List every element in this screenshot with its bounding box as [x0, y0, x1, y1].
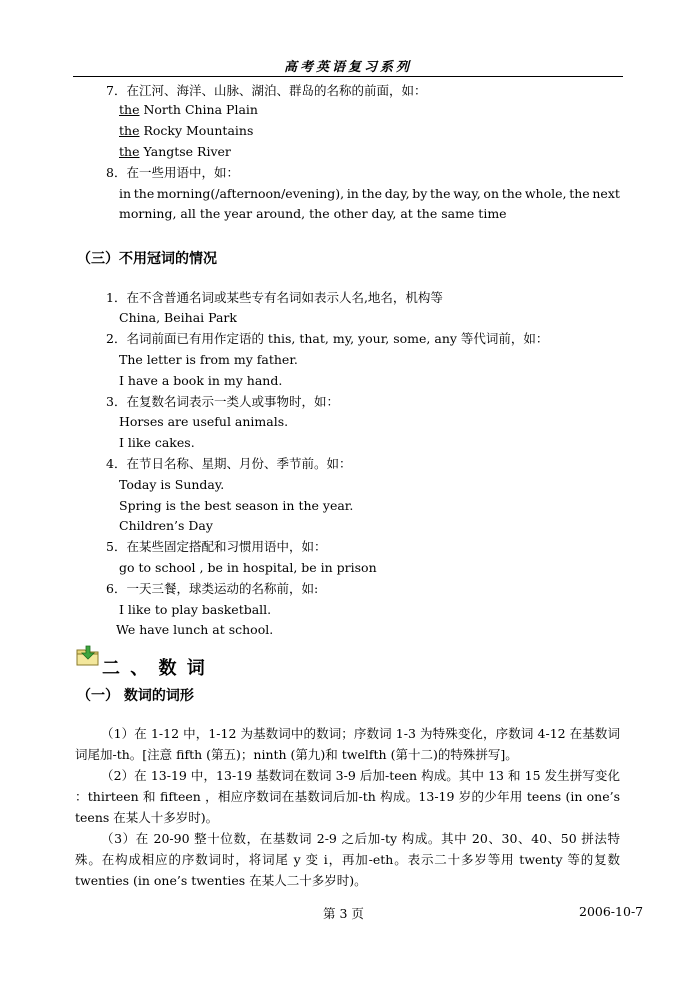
section-title-numerals: 二 、 数 词 — [102, 658, 207, 679]
example-6b: We have lunch at school. — [116, 622, 274, 637]
example-3b: I like cakes. — [119, 435, 195, 450]
example-text: Rocky Mountains — [139, 123, 254, 138]
phrase-word: the — [133, 186, 155, 201]
phrase-word: the — [430, 186, 451, 201]
example-7-1 — [119, 102, 258, 118]
phrase-word: by — [412, 186, 428, 201]
item-1: 1．在不含普通名词或某些专有名词如表示人名,地名，机构等 — [106, 290, 443, 305]
article-the: the — [119, 102, 140, 117]
footer-date: 2006-10-7 — [579, 904, 644, 919]
phrase-word: way, — [453, 186, 481, 201]
phrase-word: next — [592, 186, 620, 201]
phrase-word: day, — [384, 186, 410, 201]
phrase-word: morning(/afternoon/evening), — [156, 186, 345, 201]
phrases-8-line-1 — [119, 186, 620, 202]
section-title-no-article: （三）不用冠词的情况 — [77, 251, 217, 267]
header-title: 高考英语复习系列 — [283, 60, 412, 75]
item-5: 5．在某些固定搭配和习惯用语中，如： — [106, 539, 327, 554]
item-8: 8．在一些用语中，如： — [106, 165, 239, 180]
paragraph-2: （2）在 13-19 中，13-19 基数词在数词 3-9 后加-teen 构成。其中 13 和 15 发生拼写变化 ：thirteen 和 fifteen ，相应序数词在基数词后加-th 构成。13-19 岁的少年用 teens (in one’s teens 在某人十多岁时)。 — [75, 768, 620, 825]
phrase-word: in — [346, 186, 359, 201]
article-the: the — [119, 144, 140, 159]
example-1: China, Beihai Park — [119, 310, 237, 325]
item-6: 6．一天三餐，球类运动的名称前，如: — [106, 581, 319, 596]
paragraph-3: （3）在 20-90 整十位数，在基数词 2-9 之后加-ty 构成。其中 20、30、40、50 拼法特殊。在构成相应的序数词时，将词尾 y 变 i，再加-eth。表示二十多岁等用 twenty 等的复数 twenties (in one’s twenties 在某人二十多岁时)。 — [75, 831, 620, 888]
folder-icon — [76, 645, 100, 667]
phrase-word: on — [483, 186, 499, 201]
subsection-title-word-forms: （一） 数词的词形 — [77, 688, 194, 704]
phrase-word: whole, — [524, 186, 567, 201]
phrase-word: in — [119, 186, 132, 201]
example-4a: Today is Sunday. — [119, 477, 225, 492]
example-4c: Children’s Day — [119, 518, 213, 533]
page-number: 第 3 页 — [323, 906, 364, 921]
example-2b: I have a book in my hand. — [119, 373, 283, 388]
example-4b: Spring is the best season in the year. — [119, 498, 354, 513]
phrase-word: the — [569, 186, 590, 201]
item-3: 3．在复数名词表示一类人或事物时，如： — [106, 394, 339, 409]
paragraph-1: （1）在 1-12 中，1-12 为基数词中的数词；序数词 1-3 为特殊变化，序数词 4-12 在基数词词尾加-th。[注意 fifth (第五)；ninth (第九)和 twelfth (第十二)的特殊拼写]。 — [75, 726, 620, 762]
example-7-3 — [119, 144, 231, 160]
phrase-word: the — [361, 186, 383, 201]
example-3a: Horses are useful animals. — [119, 414, 289, 429]
example-6a: I like to play basketball. — [119, 602, 272, 617]
item-2: 2．名词前面已有用作定语的 this, that, my, your, some, any 等代词前，如： — [106, 331, 549, 346]
item-7: 7．在江河、海洋、山脉、湖泊、群岛的名称的前面，如： — [106, 83, 427, 98]
phrases-8-line-2: morning, all the year around, the other day, at the same time — [119, 206, 507, 221]
example-2a: The letter is from my father. — [119, 352, 298, 367]
article-the: the — [119, 123, 140, 138]
example-5: go to school , be in hospital, be in prison — [119, 560, 377, 575]
example-text: North China Plain — [139, 102, 258, 117]
header-rule — [73, 76, 623, 77]
example-text: Yangtse River — [139, 144, 231, 159]
item-4: 4．在节日名称、星期、月份、季节前。如： — [106, 456, 352, 471]
example-7-2 — [119, 123, 253, 139]
phrase-word: the — [501, 186, 523, 201]
